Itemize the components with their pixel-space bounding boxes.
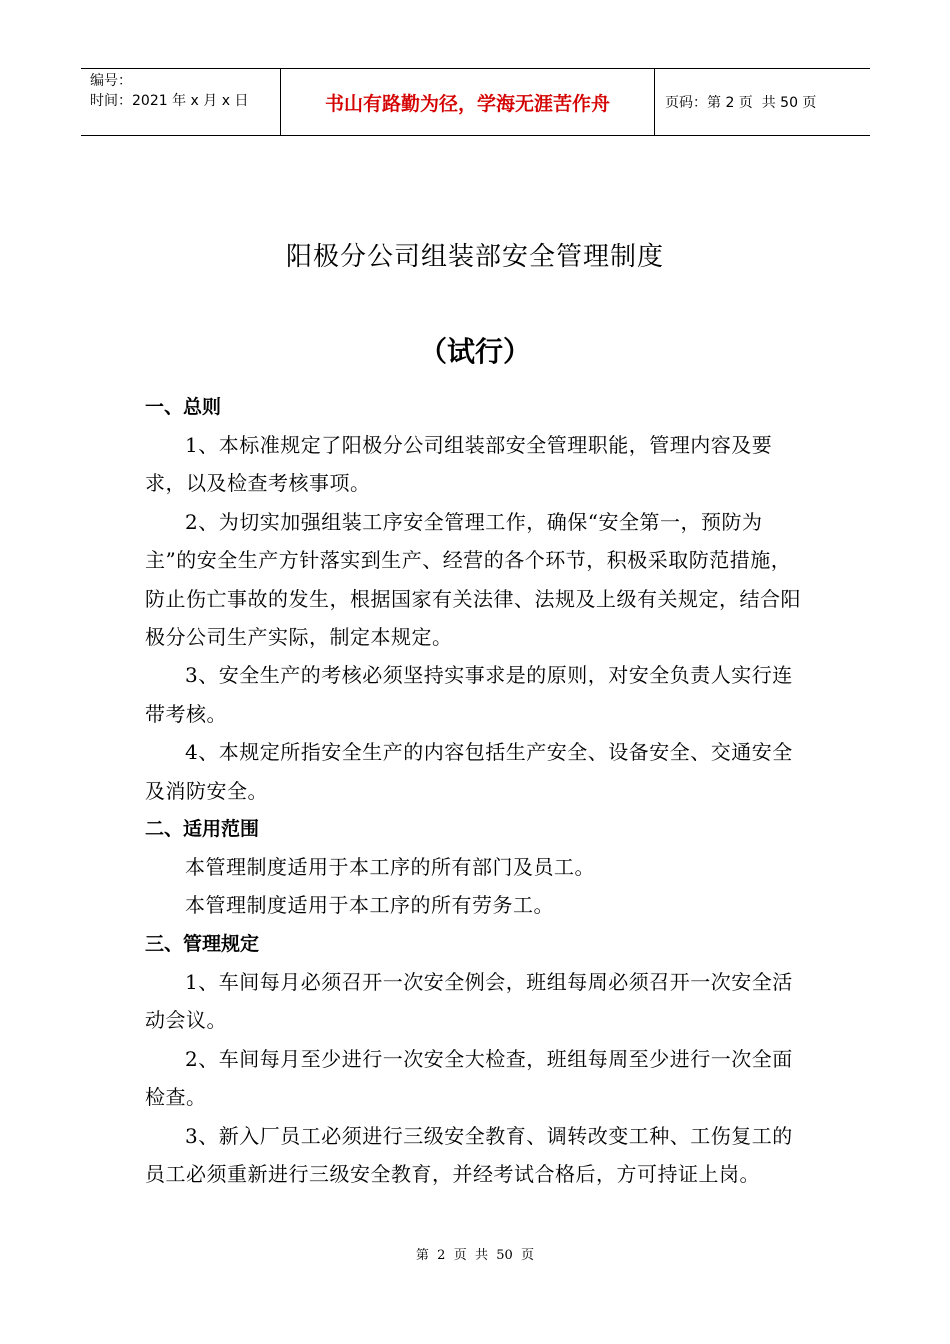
page-header bbox=[81, 68, 870, 136]
section-heading: 二、适用范围 bbox=[145, 818, 260, 841]
paragraph: 4、本规定所指安全生产的内容包括生产安全、设备安全、交通安全及消防安全。 bbox=[145, 740, 793, 803]
paragraph: 1、车间每月必须召开一次安全例会，班组每周必须召开一次安全活动会议。 bbox=[145, 969, 793, 1033]
paragraph: 2、为切实加强组装工序安全管理工作，确保“安全第一，预防为主”的安全生产方针落实到生产、经营的各个环节，积极采取防范措施，防止伤亡事故的发生，根据国家有关法律、法规及上级有关规定，结合阳极分公司生产实际，制定本规定。 bbox=[145, 509, 801, 650]
paragraph: 3、新入厂员工必须进行三级安全教育、调转改变工种、工伤复工的员工必须重新进行三级安全教育，并经考试合格后，方可持证上岗。 bbox=[145, 1123, 793, 1186]
document-body bbox=[145, 388, 807, 1193]
header-page-info: 页码：第 2 页 共 50 页 bbox=[665, 95, 817, 111]
page-footer: 第 2 页 共 50 页 bbox=[415, 1248, 535, 1263]
paragraph: 本管理制度适用于本工序的所有劳务工。 bbox=[185, 893, 554, 918]
document-number-label: 编号： bbox=[90, 73, 132, 89]
header-meta bbox=[90, 71, 248, 111]
document-time-label: 时间：2021 年 x 月 x 日 bbox=[90, 93, 249, 109]
document-title: 阳极分公司组装部安全管理制度 bbox=[285, 242, 664, 272]
header-motto: 书山有路勤为径，学海无涯苦作舟 bbox=[324, 92, 610, 115]
section-heading: 一、总则 bbox=[145, 396, 222, 418]
paragraph: 本管理制度适用于本工序的所有部门及员工。 bbox=[185, 855, 595, 880]
paragraph: 1、本标准规定了阳极分公司组装部安全管理职能，管理内容及要求，以及检查考核事项。 bbox=[145, 433, 773, 496]
document-subtitle: （试行） bbox=[418, 335, 531, 368]
paragraph: 3、安全生产的考核必须坚持实事求是的原则，对安全负责人实行连带考核。 bbox=[145, 663, 793, 726]
header-divider bbox=[654, 68, 655, 136]
section-heading: 三、管理规定 bbox=[145, 932, 260, 955]
paragraph: 2、车间每月至少进行一次安全大检查，班组每周至少进行一次全面检查。 bbox=[145, 1046, 793, 1110]
